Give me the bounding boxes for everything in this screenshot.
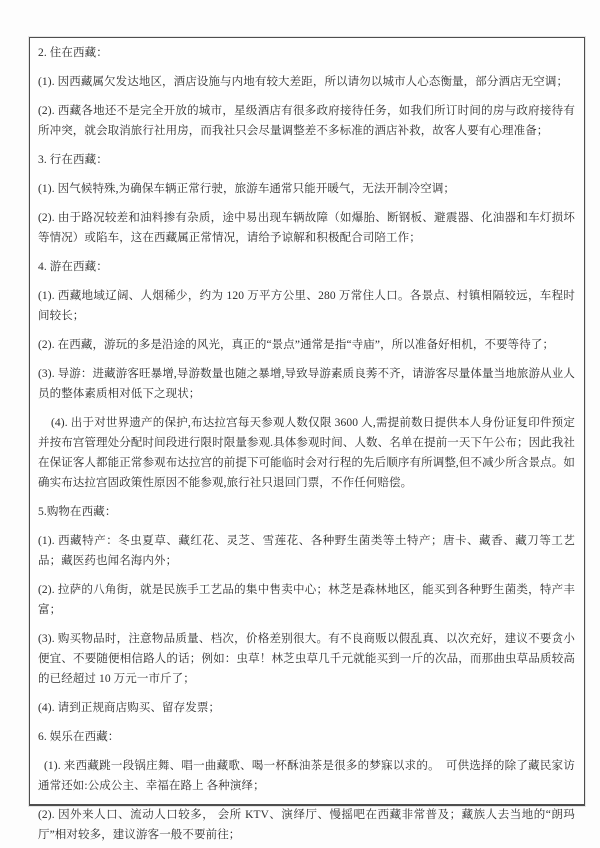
paragraph: (1). 因西藏属欠发达地区，酒店设施与内地有较大差距，所以请勿以城市人心态衡量，部分酒店无空调； — [38, 76, 569, 88]
paragraph: (1). 西藏特产：冬虫夏草、藏红花、灵芝、雪莲花、各种野生菌类等土特产；唐卡、藏香、藏刀等工艺品；藏医药也闻名海内外； — [38, 535, 575, 567]
paragraph: (3). 购买物品时，注意物品质量、档次，价格差别很大。有不良商贩以假乱真、以次充好，建议不要贪小便宜、不要随便相信路人的话；例如：虫草！林芝虫草几千元就能买到一斤的次品，而那曲虫草品质较高的已经超过 10 万元一市斤了； — [38, 633, 575, 685]
paragraph: (2). 由于路况较差和油料掺有杂质，途中易出现车辆故障（如爆胎、断钢板、避震器、化油器和车灯损坏等情况）或陷车，这在西藏属正常情况，请给予谅解和积极配合司陪工作； — [38, 212, 575, 244]
paragraph: (4). 出于对世界遗产的保护,布达拉宫每天参观人数仅限 3600 人,需提前数日提供本人身份证复印件预定并按布宫管理处分配时间段进行限时限量参观.具体参观时间、人数、名单在提前一天下午公布；因此我社在保证客人都能正常参观布达拉宫的前提下可能临时会对行程的先后顺序有所调整,但不减少所含景点。如确实布达拉宫固政策性原因不能参观,旅行社只退回门票，不作任何赔偿。 — [38, 417, 575, 489]
section-heading-touring: 4. 游在西藏： — [38, 261, 108, 273]
paragraph: (2). 在西藏，游玩的多是沿途的风光，真正的“景点”通常是指“寺庙”，所以准备好相机，不要等待了； — [38, 339, 555, 351]
paragraph: (1). 因气候特殊,为确保车辆正常行驶，旅游车通常只能开暖气，无法开制冷空调； — [38, 183, 456, 195]
section-heading-transport: 3. 行在西藏： — [38, 154, 108, 166]
paragraph: (2). 拉萨的八角街，就是民族手工艺品的集中售卖中心；林芝是森林地区，能买到各种野生菌类，特产丰富； — [38, 584, 575, 616]
paragraph: (1). 来西藏跳一段锅庄舞、唱一曲藏歌、喝一杯酥油茶是很多的梦寐以求的。 可供选择的除了藏民家访通常还如:公成公主、幸福在路上 各种演绎； — [38, 760, 575, 792]
paragraph: (1). 西藏地域辽阔、人烟稀少，约为 120 万平方公里、280 万常住人口。各景点、村镇相隔较远，车程时间较长； — [38, 290, 575, 322]
section-heading-entertainment: 6. 娱乐在西藏： — [38, 731, 120, 743]
section-heading-accommodation: 2. 住在西藏： — [38, 47, 108, 59]
paragraph: (2). 因外来人口、流动人口较多， 会所 KTV、演绎厅、慢摇吧在西藏非常普及；藏族人去当地的“朗玛厅”相对较多，建议游客一般不要前往； — [38, 809, 575, 841]
paragraph: (4). 请到正规商店购买、留存发票； — [38, 702, 221, 714]
section-heading-shopping: 5.购物在西藏： — [38, 506, 117, 518]
paragraph: (3). 导游：进藏游客旺暴增,导游数量也随之暴增,导致导游素质良莠不齐，请游客尽量体量当地旅游从业人员的整体素质相对低下之现状； — [38, 368, 575, 400]
document-page-border — [29, 37, 585, 841]
paragraph: (2). 西藏各地还不是完全开放的城市，星级酒店有很多政府接待任务，如我们所订时间的房与政府接待有所冲突，就会取消旅行社用房，而我社只会尽量调整差不多标准的酒店补救，故客人要有心理准备； — [38, 105, 575, 137]
